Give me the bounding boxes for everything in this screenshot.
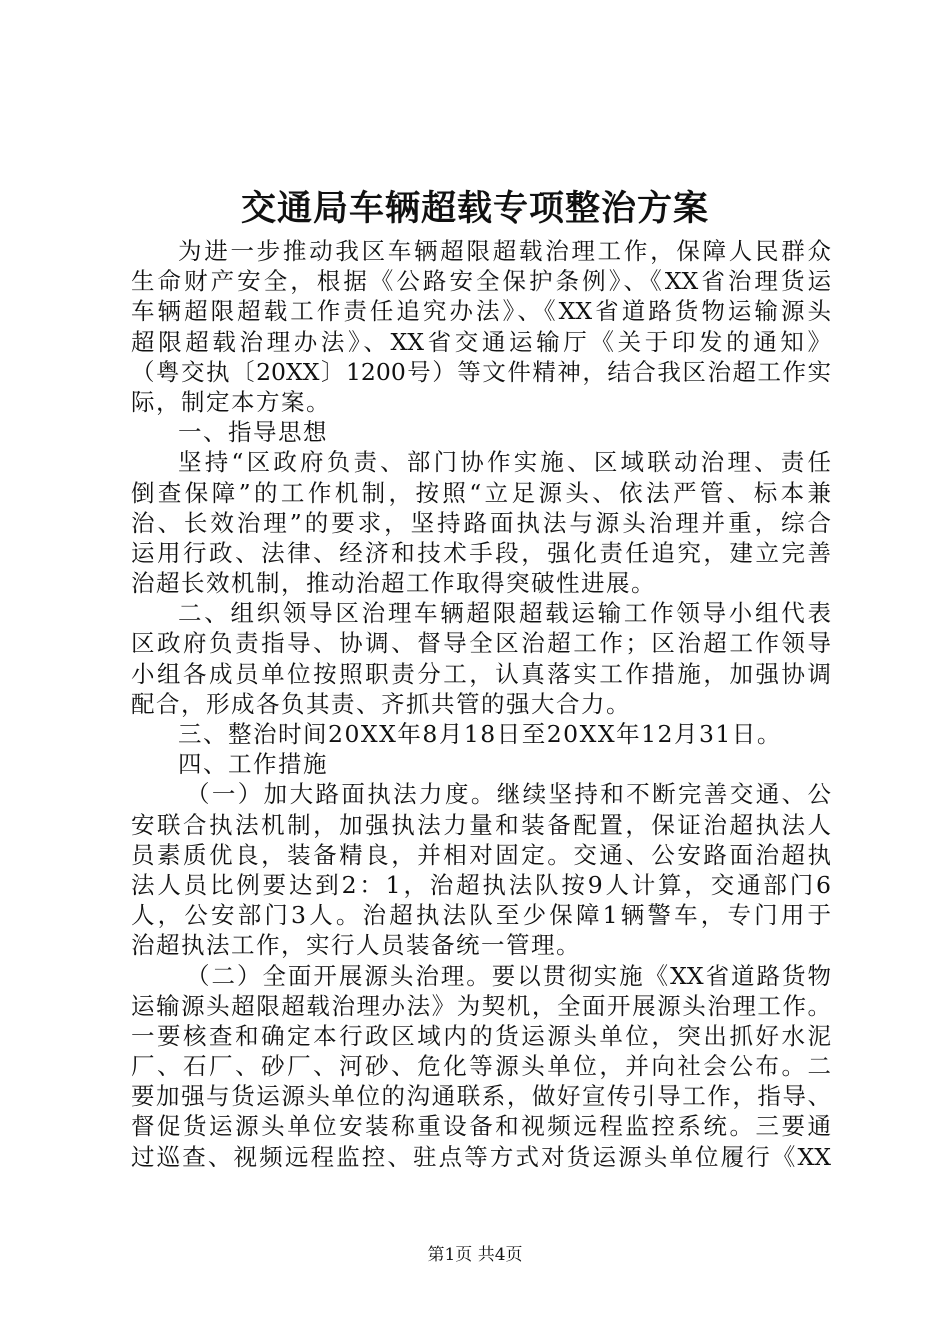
body-line: 坚持“区政府负责、部门协作实施、区域联动治理、责任 xyxy=(178,448,831,477)
body-line: 二、组织领导区治理车辆超限超载运输工作领导小组代表 xyxy=(178,599,831,628)
page-number-footer: 第1页 共4页 xyxy=(427,1245,523,1265)
body-line: （二）全面开展源头治理。要以贯彻实施《XX省道路货物 xyxy=(186,961,831,990)
body-line: 要加强与货运源头单位的沟通联系，做好宣传引导工作，指导、 xyxy=(131,1082,831,1111)
body-line: 倒查保障”的工作机制，按照“立足源头、依法严管、标本兼 xyxy=(131,478,831,507)
body-line: 治、长效治理”的要求，坚持路面执法与源头治理并重，综合 xyxy=(131,508,831,537)
body-line: （粤交执〔20XX〕1200号）等文件精神，结合我区治超工作实 xyxy=(131,357,831,386)
body-line: 运输源头超限超载治理办法》为契机，全面开展源头治理工作。 xyxy=(131,991,831,1020)
document-body xyxy=(131,236,831,1172)
body-line: 运用行政、法律、经济和技术手段，强化责任追究，建立完善 xyxy=(131,538,831,567)
body-line: 为进一步推动我区车辆超限超载治理工作，保障人民群众 xyxy=(178,237,831,265)
section-heading: 四、工作措施 xyxy=(178,750,328,779)
section-heading: 一、指导思想 xyxy=(178,418,328,447)
body-line: 督促货运源头单位安装称重设备和视频远程监控系统。三要通 xyxy=(131,1112,831,1141)
body-line: 法人员比例要达到2：1，治超执法队按9人计算，交通部门6 xyxy=(131,870,831,899)
body-line: 区政府负责指导、协调、督导全区治超工作；区治超工作领导 xyxy=(131,629,831,658)
body-line: 小组各成员单位按照职责分工，认真落实工作措施，加强协调 xyxy=(131,659,831,688)
body-line: 人，公安部门3人。治超执法队至少保障1辆警车，专门用于 xyxy=(131,901,831,930)
body-line: 治超执法工作，实行人员装备统一管理。 xyxy=(131,931,581,960)
body-line: 一要核查和确定本行政区域内的货运源头单位，突出抓好水泥 xyxy=(131,1021,831,1050)
body-line: 超限超载治理办法》、XX省交通运输厅《关于印发的通知》 xyxy=(131,327,831,356)
body-line: 际，制定本方案。 xyxy=(131,387,331,416)
body-line: 员素质优良，装备精良，并相对固定。交通、公安路面治超执 xyxy=(131,840,831,869)
body-line: 生命财产安全，根据《公路安全保护条例》、《XX省治理货运 xyxy=(131,267,831,296)
document-title: 交通局车辆超载专项整治方案 xyxy=(240,188,709,229)
section-heading: 三、整治时间20XX年8月18日至20XX年12月31日。 xyxy=(178,720,782,748)
body-line: 配合，形成各负其责、齐抓共管的强大合力。 xyxy=(131,689,631,718)
body-line: 厂、石厂、砂厂、河砂、危化等源头单位，并向社会公布。二 xyxy=(131,1052,831,1081)
body-line: 治超长效机制，推动治超工作取得突破性进展。 xyxy=(131,569,656,598)
body-line: 车辆超限超载工作责任追究办法》、《XX省道路货物运输源头 xyxy=(131,297,831,326)
body-line: 安联合执法机制，加强执法力量和装备配置，保证治超执法人 xyxy=(131,810,831,839)
body-line: （一）加大路面执法力度。继续坚持和不断完善交通、公 xyxy=(186,780,831,809)
body-line: 过巡查、视频远程监控、驻点等方式对货运源头单位履行《XX xyxy=(131,1142,831,1171)
